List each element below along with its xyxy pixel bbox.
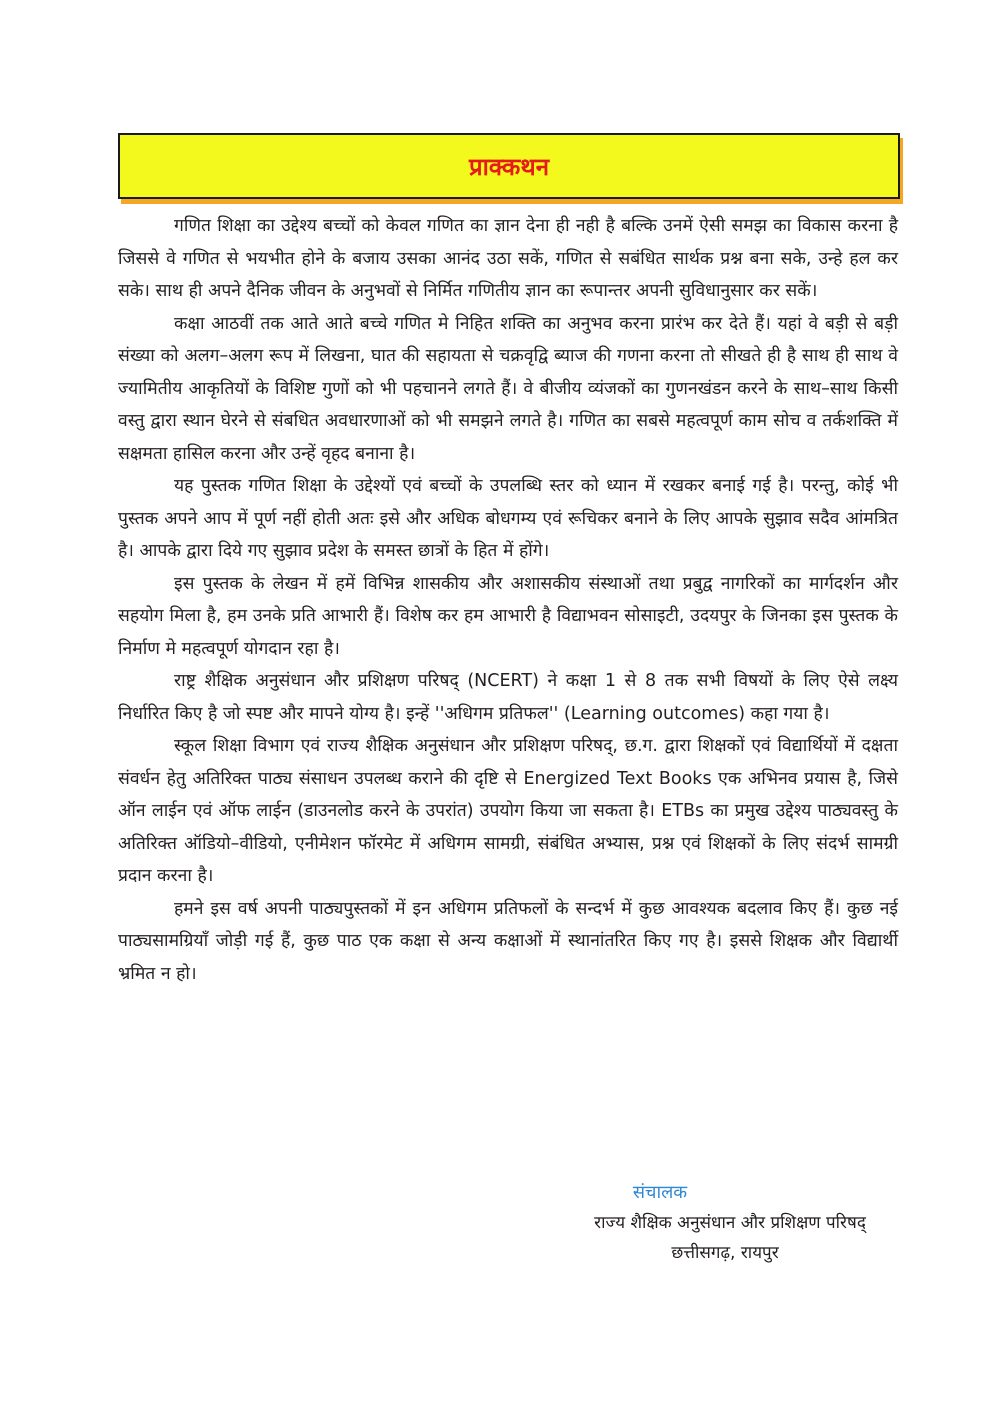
signature-organization: राज्य शैक्षिक अनुसंधान और प्रशिक्षण परिषद् xyxy=(594,1213,866,1233)
signature-block xyxy=(540,1178,900,1268)
heading-box xyxy=(118,133,900,199)
signature-title: संचालक xyxy=(632,1182,688,1203)
paragraph-7: हमने इस वर्ष अपनी पाठ्यपुस्तकों में इन अधिगम प्रतिफलों के सन्दर्भ में कुछ आवश्यक बदलाव किए हैं। कुछ नई पाठ्यसामग्रियाँ जोड़ी गई हैं, कुछ पाठ एक कक्षा से अन्य कक्षाओं में स्थानांतरित किए गए है। इससे शिक्षक और विद्यार्थी भ्रमित न हो। xyxy=(118,898,898,984)
page-title: प्राक्कथन xyxy=(468,152,550,181)
signature-location: छत्तीसगढ़, रायपुर xyxy=(671,1243,779,1263)
paragraph-1: गणित शिक्षा का उद्देश्य बच्चों को केवल गणित का ज्ञान देना ही नही है बल्कि उनमें ऐसी समझ का विकास करना है जिससे वे गणित से भयभीत होने के बजाय उसका आनंद उठा सकें, गणित से सबंधित सार्थक प्रश्न बना सके, उन्हे हल कर सके। साथ ही अपने दैनिक जीवन के अनुभवों से निर्मित गणितीय ज्ञान का रूपान्तर अपनी सुविधानुसार कर सकें। xyxy=(118,216,898,301)
paragraph-4: इस पुस्तक के लेखन में हमें विभिन्न शासकीय और अशासकीय संस्थाओं तथा प्रबुद्व नागरिकों का मार्गदर्शन और सहयोग मिला है, हम उनके प्रति आभारी हैं। विशेष कर हम आभारी है विद्याभवन सोसाइटी, उदयपुर के जिनका इस पुस्तक के निर्माण मे महत्वपूर्ण योगदान रहा है। xyxy=(118,573,898,659)
paragraph-3: यह पुस्तक गणित शिक्षा के उद्देश्यों एवं बच्चों के उपलब्धि स्तर को ध्यान में रखकर बनाई गई है। परन्तु, कोई भी पुस्तक अपने आप में पूर्ण नहीं होती अतः इसे और अधिक बोधगम्य एवं रूचिकर बनाने के लिए आपके सुझाव सदैव आंमत्रित है। आपके द्वारा दिये गए सुझाव प्रदेश के समस्त छात्रों के हित में होंगे। xyxy=(118,476,898,561)
body-text xyxy=(118,210,898,990)
paragraph-5: राष्ट्र शैक्षिक अनुसंधान और प्रशिक्षण परिषद् (NCERT) ने कक्षा 1 से 8 तक सभी विषयों के लिए ऐसे लक्ष्य निर्धारित किए है जो स्पष्ट और मापने योग्य है। इन्हें ''अधिगम प्रतिफल'' (Learning outcomes) कहा गया है। xyxy=(118,671,898,724)
paragraph-6: स्कूल शिक्षा विभाग एवं राज्य शैक्षिक अनुसंधान और प्रशिक्षण परिषद्, छ.ग. द्वारा शिक्षकों एवं विद्यार्थियों में दक्षता संवर्धन हेतु अतिरिक्त पाठ्य संसाधन उपलब्ध कराने की दृष्टि से Energized Text Books एक अभिनव प्रयास है, जिसे ऑन लाईन एवं ऑफ लाईन (डाउनलोड करने के उपरांत) उपयोग किया जा सकता है। ETBs का प्रमुख उद्देश्य पाठ्यवस्तु के अतिरिक्त ऑडियो–वीडियो, एनीमेशन फॉरमेट में अधिगम सामग्री, संबंधित अभ्यास, प्रश्न एवं शिक्षकों के लिए संदर्भ सामग्री प्रदान करना है। xyxy=(118,736,898,886)
paragraph-2: कक्षा आठवीं तक आते आते बच्चे गणित मे निहित शक्ति का अनुभव करना प्रारंभ कर देते हैं। यहां वे बड़ी से बड़ी संख्या को अलग–अलग रूप में लिखना, घात की सहायता से चक्रवृद्वि ब्याज की गणना करना तो सीखते ही है साथ ही साथ वे ज्यामितीय आकृतियों के विशिष्ट गुणों को भी पहचानने लगते हैं। वे बीजीय व्यंजकों का गुणनखंडन करने के साथ–साथ किसी वस्तु द्वारा स्थान घेरने से संबधित अवधारणाओं को भी समझने लगते है। गणित का सबसे महत्वपूर्ण काम सोच व तर्कशक्ति में सक्षमता हासिल करना और उन्हें वृहद बनाना है। xyxy=(118,313,898,464)
